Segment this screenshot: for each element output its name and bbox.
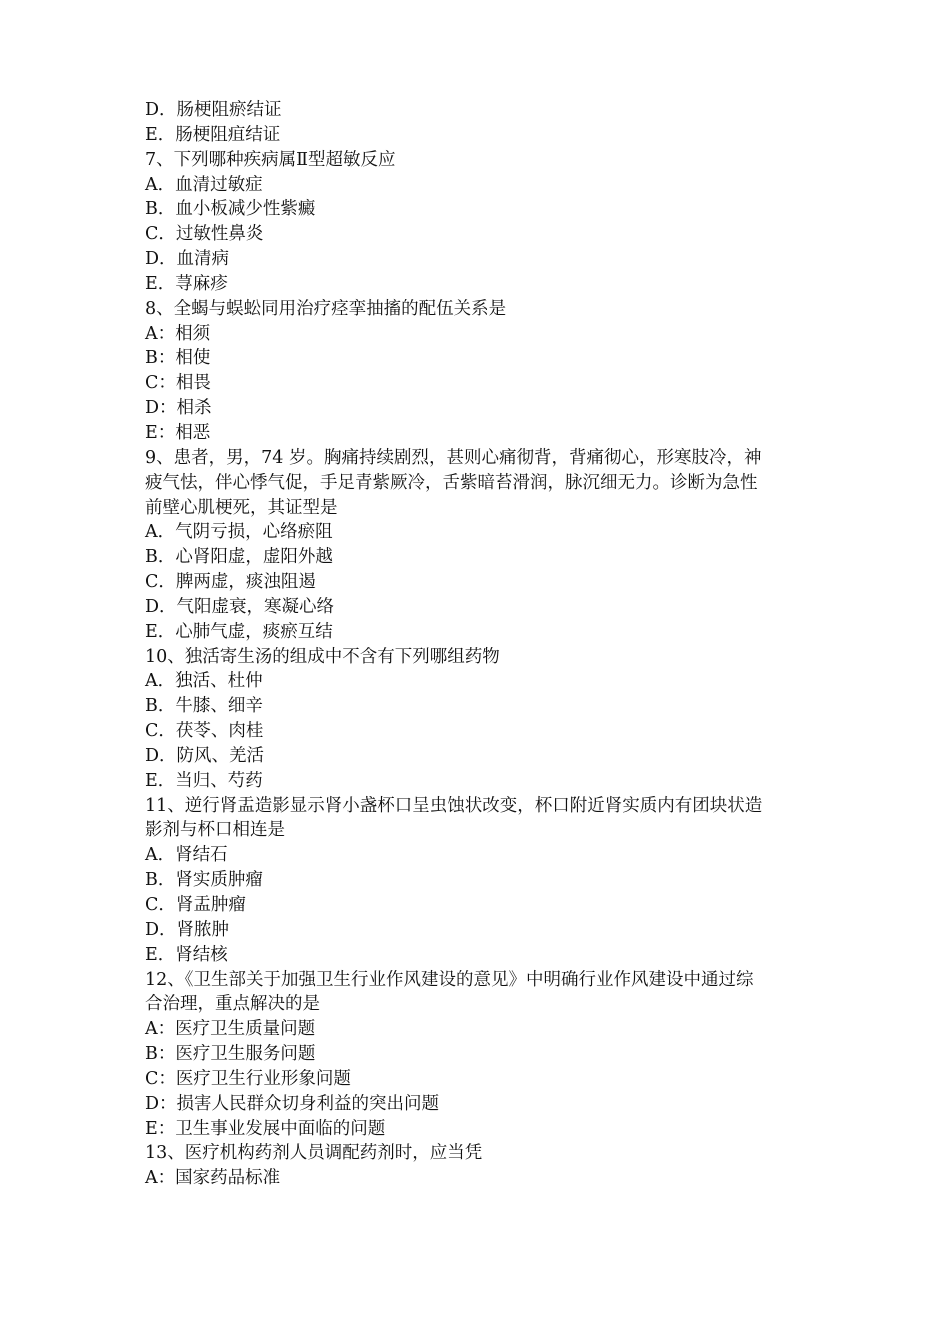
question-line: 9、患者，男，74 岁。胸痛持续剧烈，甚则心痛彻背，背痛彻心，形寒肢冷，神 xyxy=(145,447,762,468)
question-line: 前壁心肌梗死，其证型是 xyxy=(145,497,338,518)
option-line: A．气阴亏损，心络瘀阻 xyxy=(145,522,333,543)
question-line: 11、逆行肾盂造影显示肾小盏杯口呈虫蚀状改变，杯口附近肾实质内有团块状造 xyxy=(145,795,763,816)
option-line: D．防风、羌活 xyxy=(145,745,265,766)
option-line: B：相使 xyxy=(145,348,211,369)
option-line: A．肾结石 xyxy=(145,845,228,866)
option-line: B．肾实质肿瘤 xyxy=(145,870,263,891)
option-line: D．血清病 xyxy=(145,249,230,270)
option-line: B．牛膝、细辛 xyxy=(145,696,263,717)
question-line: 7、下列哪种疾病属Ⅱ型超敏反应 xyxy=(145,149,396,170)
question-line: 疲气怯，伴心悸气促，手足青紫厥冷，舌紫暗苔滑润，脉沉细无力。诊断为急性 xyxy=(145,472,758,493)
option-line: C：相畏 xyxy=(145,373,211,394)
option-line: E：卫生事业发展中面临的问题 xyxy=(145,1118,386,1139)
option-line: A．血清过敏症 xyxy=(145,174,263,195)
option-line: E．荨麻疹 xyxy=(145,273,228,294)
option-line: E．肾结核 xyxy=(145,944,228,965)
option-line: C．茯苓、肉桂 xyxy=(145,721,264,742)
question-line: 10、独活寄生汤的组成中不含有下列哪组药物 xyxy=(145,646,500,667)
option-line: D．肠梗阻瘀结证 xyxy=(145,100,282,120)
option-line: D：相杀 xyxy=(145,398,212,419)
option-line: B．血小板减少性紫癜 xyxy=(145,199,316,220)
question-line: 合治理，重点解决的是 xyxy=(145,994,320,1015)
option-line: A．独活、杜仲 xyxy=(145,671,263,692)
question-line: 影剂与杯口相连是 xyxy=(145,820,285,841)
option-line: E．当归、芍药 xyxy=(145,770,263,791)
option-line: A：相须 xyxy=(145,323,211,344)
option-line: D．气阳虚衰，寒凝心络 xyxy=(145,596,335,617)
option-line: C．脾两虚，痰浊阻遏 xyxy=(145,572,316,593)
option-line: A：医疗卫生质量问题 xyxy=(145,1019,316,1040)
question-line: 8、全蝎与蜈蚣同用治疗痉挛抽搐的配伍关系是 xyxy=(145,298,507,319)
option-line: E：相恶 xyxy=(145,422,211,443)
option-line: E．心肺气虚，痰瘀互结 xyxy=(145,621,333,642)
option-line: D：损害人民群众切身利益的突出问题 xyxy=(145,1093,440,1114)
option-line: A：国家药品标准 xyxy=(145,1168,281,1189)
question-line: 12、《卫生部关于加强卫生行业作风建设的意见》中明确行业作风建设中通过综 xyxy=(145,969,754,990)
document-body xyxy=(145,98,815,1191)
option-line: B．心肾阳虚，虚阳外越 xyxy=(145,547,333,568)
option-line: C：医疗卫生行业形象问题 xyxy=(145,1068,351,1089)
option-line: E．肠梗阻疽结证 xyxy=(145,124,281,145)
option-line: B：医疗卫生服务问题 xyxy=(145,1044,316,1065)
option-line: D．肾脓肿 xyxy=(145,919,230,940)
option-line: C．肾盂肿瘤 xyxy=(145,895,246,915)
option-line: C．过敏性鼻炎 xyxy=(145,224,264,245)
question-line: 13、医疗机构药剂人员调配药剂时，应当凭 xyxy=(145,1143,483,1164)
